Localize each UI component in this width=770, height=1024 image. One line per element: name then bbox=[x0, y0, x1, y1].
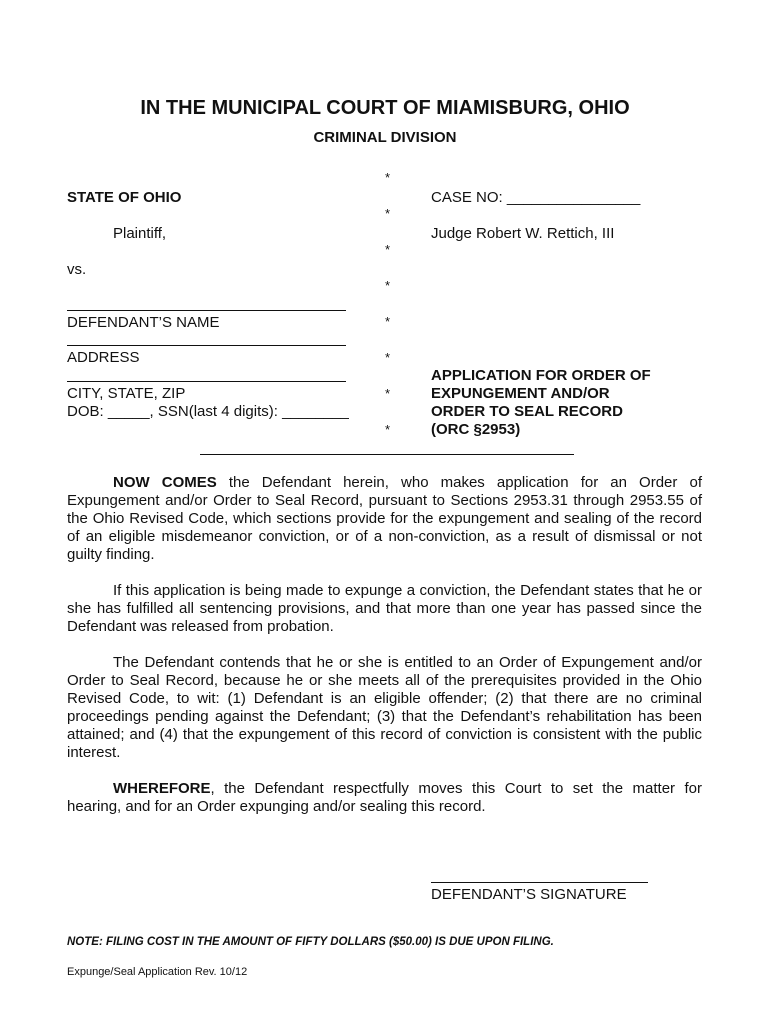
state-of-ohio: STATE OF OHIO bbox=[67, 189, 182, 206]
caption-star: * bbox=[385, 314, 391, 329]
city-state-zip-line[interactable] bbox=[67, 381, 346, 382]
now-comes-lead: NOW COMES bbox=[113, 474, 217, 491]
caption-star: * bbox=[385, 206, 391, 221]
caption-divider bbox=[200, 454, 574, 455]
paragraph-text: If this application is being made to expunge a conviction, the Defendant states that he or she has fulfilled all sentencing provisions, and that more than one year has passed since the Defendant was released from probation. bbox=[67, 582, 702, 635]
paragraph-conviction bbox=[67, 582, 702, 636]
caption-star: * bbox=[385, 242, 391, 257]
defendant-name-label: DEFENDANT’S NAME bbox=[67, 314, 220, 331]
application-title-line: EXPUNGEMENT AND/OR bbox=[431, 385, 610, 402]
paragraph-text: The Defendant contends that he or she is entitled to an Order of Expungement and/or Order to Seal Record, because he or she meets all of the prerequisites provided in the Ohio Revised Code, to wit: (1) Defendant is an eligible offender; (2) that there are no criminal proceedings pending against the Defendant; (3) that the Defendant’s rehabilitation has been attained; and (4) that the expungement of this record of conviction is consistent with the public interest. bbox=[67, 654, 702, 761]
filing-cost-note: NOTE: FILING COST IN THE AMOUNT OF FIFTY DOLLARS ($50.00) IS DUE UPON FILING. bbox=[67, 936, 554, 948]
application-title-line: ORDER TO SEAL RECORD bbox=[431, 403, 623, 420]
city-state-zip-label: CITY, STATE, ZIP bbox=[67, 385, 186, 402]
caption-star: * bbox=[385, 386, 391, 401]
paragraph-text: the Defendant herein, who makes application for an Order of Expungement and/or Order to Seal Record, pursuant to Sections 2953.31 through 2953.55 of the Ohio Revised Code, which sections provide for the expungement and sealing of the record of an eligible misdemeanor conviction, or of a non-conviction, as a result of dismissal or not guilty finding. bbox=[67, 474, 702, 563]
address-line[interactable] bbox=[67, 345, 346, 346]
signature-label: DEFENDANT’S SIGNATURE bbox=[431, 886, 627, 903]
defendant-name-line[interactable] bbox=[67, 310, 346, 311]
paragraph-contends bbox=[67, 654, 702, 762]
paragraph-wherefore bbox=[67, 780, 702, 816]
judge-name: Judge Robert W. Rettich, III bbox=[431, 225, 615, 242]
caption-star: * bbox=[385, 350, 391, 365]
application-title-line: (ORC §2953) bbox=[431, 421, 521, 438]
caption-star: * bbox=[385, 278, 391, 293]
dob-ssn-field[interactable]: DOB: _____, SSN(last 4 digits): ________ bbox=[67, 403, 349, 420]
address-label: ADDRESS bbox=[67, 349, 140, 366]
application-title-line: APPLICATION FOR ORDER OF bbox=[431, 367, 651, 384]
caption-star: * bbox=[385, 422, 391, 437]
form-revision-footer: Expunge/Seal Application Rev. 10/12 bbox=[67, 966, 248, 978]
wherefore-lead: WHEREFORE bbox=[113, 780, 211, 797]
signature-line[interactable] bbox=[431, 882, 648, 883]
division-title: CRIMINAL DIVISION bbox=[313, 129, 457, 146]
caption-star: * bbox=[385, 170, 391, 185]
case-number-field[interactable]: CASE NO: ________________ bbox=[431, 189, 641, 206]
plaintiff-label: Plaintiff, bbox=[113, 225, 167, 242]
paragraph-text: , the Defendant respectfully moves this Court to set the matter for hearing, and for an Order expunging and/or sealing this record. bbox=[67, 780, 702, 815]
paragraph-now-comes bbox=[67, 474, 702, 564]
vs-label: vs. bbox=[67, 261, 87, 278]
court-title: IN THE MUNICIPAL COURT OF MIAMISBURG, OHIO bbox=[140, 97, 630, 119]
